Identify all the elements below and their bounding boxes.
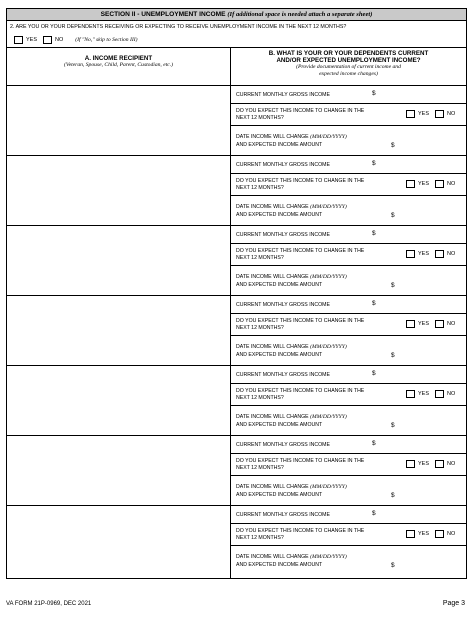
- change-no-option: [435, 250, 455, 258]
- expect-change-line2: NEXT 12 MONTHS?: [236, 534, 284, 541]
- income-row: [7, 366, 466, 436]
- expect-change-line2: NEXT 12 MONTHS?: [236, 184, 284, 191]
- expect-change-cell: [231, 174, 466, 196]
- date-change-cell[interactable]: [231, 266, 466, 295]
- income-row: [7, 156, 466, 226]
- income-recipient-field[interactable]: [7, 296, 231, 365]
- change-no-label: NO: [447, 391, 456, 397]
- gross-income-label: CURRENT MONTHLY GROSS INCOME: [236, 512, 330, 518]
- date-change-label: [236, 344, 347, 359]
- change-no-label: NO: [447, 251, 456, 257]
- expect-change-options: [406, 110, 461, 118]
- expect-change-label: [236, 318, 396, 331]
- question-2: [7, 21, 466, 48]
- expect-change-cell: [231, 104, 466, 126]
- expect-change-line1: DO YOU EXPECT THIS INCOME TO CHANGE IN THE: [236, 388, 365, 394]
- change-yes-label: YES: [418, 391, 430, 397]
- expect-change-line2: NEXT 12 MONTHS?: [236, 254, 284, 261]
- date-format: (MM/DD/YYYY): [310, 274, 347, 280]
- gross-income-cell[interactable]: [231, 366, 466, 384]
- gross-income-dollar: $: [372, 300, 376, 307]
- section-header: [7, 9, 466, 21]
- skip-note: (If "No," skip to Section III): [75, 36, 138, 43]
- income-row: [7, 296, 466, 366]
- date-change-cell[interactable]: [231, 406, 466, 435]
- expect-change-cell: [231, 454, 466, 476]
- change-no-option: [435, 110, 455, 118]
- column-a-title: A. INCOME RECIPIENT: [84, 55, 153, 62]
- income-details: [231, 156, 466, 225]
- expect-change-line1: DO YOU EXPECT THIS INCOME TO CHANGE IN THE: [236, 318, 365, 324]
- no-label: NO: [55, 36, 64, 43]
- form-id: VA FORM 21P-0969, DEC 2021: [6, 601, 92, 607]
- no-checkbox[interactable]: [43, 36, 52, 44]
- date-change-label: [236, 204, 347, 219]
- expect-change-options: [406, 320, 461, 328]
- column-b-subtitle-line2: expected income changes): [319, 71, 378, 77]
- expected-amount-label: AND EXPECTED INCOME AMOUNT: [236, 281, 323, 288]
- change-yes-checkbox[interactable]: [406, 110, 415, 118]
- expect-change-line2: NEXT 12 MONTHS?: [236, 324, 284, 331]
- change-no-option: [435, 390, 455, 398]
- expected-amount-dollar: $: [391, 282, 395, 289]
- change-no-option: [435, 460, 455, 468]
- expected-amount-dollar: $: [391, 422, 395, 429]
- income-recipient-field[interactable]: [7, 506, 231, 578]
- date-format: (MM/DD/YYYY): [310, 204, 347, 210]
- income-recipient-field[interactable]: [7, 156, 231, 225]
- date-change-label: [236, 554, 347, 569]
- expect-change-cell: [231, 384, 466, 406]
- date-format: (MM/DD/YYYY): [310, 414, 347, 420]
- expect-change-line1: DO YOU EXPECT THIS INCOME TO CHANGE IN THE: [236, 458, 365, 464]
- page-number: Page 3: [442, 600, 465, 607]
- date-format: (MM/DD/YYYY): [310, 484, 347, 490]
- gross-income-dollar: $: [372, 160, 376, 167]
- income-details: [231, 226, 466, 295]
- question-2-text: 2. ARE YOU OR YOUR DEPENDENTS RECEIVING OR EXPECTING TO RECEIVE UNEMPLOYMENT INCOME IN THE NEXT 12 MONTHS?: [10, 24, 347, 30]
- change-yes-option: [406, 320, 429, 328]
- income-row: [7, 86, 466, 156]
- gross-income-cell[interactable]: [231, 86, 466, 104]
- expect-change-label: [236, 388, 396, 401]
- change-yes-option: [406, 110, 429, 118]
- change-no-label: NO: [447, 181, 456, 187]
- date-change-prefix: DATE INCOME WILL CHANGE: [236, 484, 311, 490]
- column-b-title-line2: AND/OR EXPECTED UNEMPLOYMENT INCOME?: [276, 57, 421, 64]
- change-yes-checkbox[interactable]: [406, 460, 415, 468]
- gross-income-cell[interactable]: [231, 436, 466, 454]
- date-format: (MM/DD/YYYY): [310, 344, 347, 350]
- income-details: [231, 86, 466, 155]
- income-details: [231, 506, 466, 578]
- income-rows: [7, 86, 466, 578]
- change-yes-checkbox[interactable]: [406, 530, 415, 538]
- column-b-title-line1: B. WHAT IS YOUR OR YOUR DEPENDENTS CURRENT: [268, 50, 429, 57]
- date-change-cell[interactable]: [231, 476, 466, 505]
- expect-change-line1: DO YOU EXPECT THIS INCOME TO CHANGE IN THE: [236, 248, 365, 254]
- change-no-checkbox[interactable]: [435, 110, 444, 118]
- change-no-option: [435, 180, 455, 188]
- expect-change-label: [236, 178, 396, 191]
- expected-amount-label: AND EXPECTED INCOME AMOUNT: [236, 491, 323, 498]
- change-no-label: NO: [447, 531, 456, 537]
- date-change-prefix: DATE INCOME WILL CHANGE: [236, 274, 311, 280]
- income-details: [231, 296, 466, 365]
- no-option: [43, 36, 63, 44]
- change-yes-label: YES: [418, 111, 430, 117]
- date-change-label: [236, 414, 347, 429]
- expect-change-cell: [231, 244, 466, 266]
- change-yes-label: YES: [418, 531, 430, 537]
- gross-income-cell[interactable]: [231, 156, 466, 174]
- change-no-label: NO: [447, 321, 456, 327]
- change-no-checkbox[interactable]: [435, 460, 444, 468]
- expected-amount-dollar: $: [391, 492, 395, 499]
- gross-income-dollar: $: [372, 440, 376, 447]
- income-recipient-field[interactable]: [7, 226, 231, 295]
- change-no-option: [435, 530, 455, 538]
- column-headers: [7, 48, 466, 86]
- expect-change-line2: NEXT 12 MONTHS?: [236, 394, 284, 401]
- date-change-prefix: DATE INCOME WILL CHANGE: [236, 204, 311, 210]
- change-no-label: NO: [447, 461, 456, 467]
- expect-change-options: [406, 530, 461, 538]
- gross-income-label: CURRENT MONTHLY GROSS INCOME: [236, 302, 330, 308]
- expect-change-label: [236, 108, 396, 121]
- change-yes-label: YES: [418, 251, 430, 257]
- gross-income-dollar: $: [372, 230, 376, 237]
- change-yes-label: YES: [418, 181, 430, 187]
- date-change-prefix: DATE INCOME WILL CHANGE: [236, 414, 311, 420]
- income-recipient-field[interactable]: [7, 436, 231, 505]
- section-title: SECTION II - UNEMPLOYMENT INCOME: [100, 11, 226, 18]
- date-format: (MM/DD/YYYY): [310, 134, 347, 140]
- date-change-cell[interactable]: [231, 126, 466, 155]
- date-change-prefix: DATE INCOME WILL CHANGE: [236, 134, 311, 140]
- column-b-header: [231, 48, 466, 85]
- date-change-label: [236, 484, 347, 499]
- gross-income-cell[interactable]: [231, 296, 466, 314]
- change-no-checkbox[interactable]: [435, 320, 444, 328]
- yes-checkbox[interactable]: [14, 36, 23, 44]
- expect-change-line1: DO YOU EXPECT THIS INCOME TO CHANGE IN THE: [236, 178, 365, 184]
- gross-income-label: CURRENT MONTHLY GROSS INCOME: [236, 162, 330, 168]
- change-no-checkbox[interactable]: [435, 390, 444, 398]
- income-row: [7, 226, 466, 296]
- change-no-option: [435, 320, 455, 328]
- income-row: [7, 506, 466, 578]
- column-b-subtitle-line1: (Provide documentation of current income and: [296, 64, 401, 70]
- expect-change-label: [236, 458, 396, 471]
- expect-change-options: [406, 460, 461, 468]
- change-yes-option: [406, 460, 429, 468]
- expected-amount-label: AND EXPECTED INCOME AMOUNT: [236, 561, 323, 568]
- change-no-checkbox[interactable]: [435, 530, 444, 538]
- column-a-subtitle: (Veteran, Spouse, Child, Parent, Custodian, etc.): [63, 62, 173, 68]
- income-details: [231, 366, 466, 435]
- income-recipient-field[interactable]: [7, 366, 231, 435]
- expected-amount-label: AND EXPECTED INCOME AMOUNT: [236, 141, 323, 148]
- gross-income-cell[interactable]: [231, 506, 466, 524]
- date-change-cell[interactable]: [231, 196, 466, 225]
- column-a-header: [7, 48, 231, 85]
- date-change-cell[interactable]: [231, 336, 466, 365]
- change-yes-checkbox[interactable]: [406, 250, 415, 258]
- yes-label: YES: [26, 36, 38, 43]
- expect-change-options: [406, 250, 461, 258]
- expected-amount-label: AND EXPECTED INCOME AMOUNT: [236, 351, 323, 358]
- date-change-prefix: DATE INCOME WILL CHANGE: [236, 344, 311, 350]
- expect-change-label: [236, 248, 396, 261]
- income-recipient-field[interactable]: [7, 86, 231, 155]
- expected-amount-label: AND EXPECTED INCOME AMOUNT: [236, 211, 323, 218]
- expect-change-label: [236, 528, 396, 541]
- gross-income-dollar: $: [372, 510, 376, 517]
- expect-change-line2: NEXT 12 MONTHS?: [236, 464, 284, 471]
- change-no-checkbox[interactable]: [435, 180, 444, 188]
- gross-income-label: CURRENT MONTHLY GROSS INCOME: [236, 442, 330, 448]
- section-note: (If additional space is needed attach a separate sheet): [227, 11, 373, 18]
- expect-change-options: [406, 390, 461, 398]
- date-change-label: [236, 274, 347, 289]
- expect-change-line1: DO YOU EXPECT THIS INCOME TO CHANGE IN THE: [236, 528, 365, 534]
- expected-amount-dollar: $: [391, 212, 395, 219]
- gross-income-cell[interactable]: [231, 226, 466, 244]
- gross-income-label: CURRENT MONTHLY GROSS INCOME: [236, 92, 330, 98]
- date-change-prefix: DATE INCOME WILL CHANGE: [236, 554, 311, 560]
- change-yes-label: YES: [418, 461, 430, 467]
- expect-change-options: [406, 180, 461, 188]
- change-no-label: NO: [447, 111, 456, 117]
- change-yes-label: YES: [418, 321, 430, 327]
- yes-option: [14, 36, 37, 44]
- change-yes-option: [406, 180, 429, 188]
- expected-amount-dollar: $: [391, 142, 395, 149]
- change-yes-option: [406, 530, 429, 538]
- change-no-checkbox[interactable]: [435, 250, 444, 258]
- change-yes-checkbox[interactable]: [406, 180, 415, 188]
- change-yes-checkbox[interactable]: [406, 390, 415, 398]
- gross-income-dollar: $: [372, 90, 376, 97]
- expect-change-cell: [231, 524, 466, 546]
- expected-amount-dollar: $: [391, 562, 395, 569]
- gross-income-label: CURRENT MONTHLY GROSS INCOME: [236, 372, 330, 378]
- gross-income-dollar: $: [372, 370, 376, 377]
- change-yes-option: [406, 250, 429, 258]
- date-change-label: [236, 134, 347, 149]
- expect-change-line1: DO YOU EXPECT THIS INCOME TO CHANGE IN THE: [236, 108, 365, 114]
- expect-change-cell: [231, 314, 466, 336]
- change-yes-option: [406, 390, 429, 398]
- unemployment-income-form: [6, 8, 467, 579]
- income-row: [7, 436, 466, 506]
- change-yes-checkbox[interactable]: [406, 320, 415, 328]
- income-details: [231, 436, 466, 505]
- date-change-cell[interactable]: [231, 546, 466, 578]
- expect-change-line2: NEXT 12 MONTHS?: [236, 114, 284, 121]
- gross-income-label: CURRENT MONTHLY GROSS INCOME: [236, 232, 330, 238]
- question-2-options: [14, 35, 137, 44]
- expected-amount-label: AND EXPECTED INCOME AMOUNT: [236, 421, 323, 428]
- date-format: (MM/DD/YYYY): [310, 554, 347, 560]
- expected-amount-dollar: $: [391, 352, 395, 359]
